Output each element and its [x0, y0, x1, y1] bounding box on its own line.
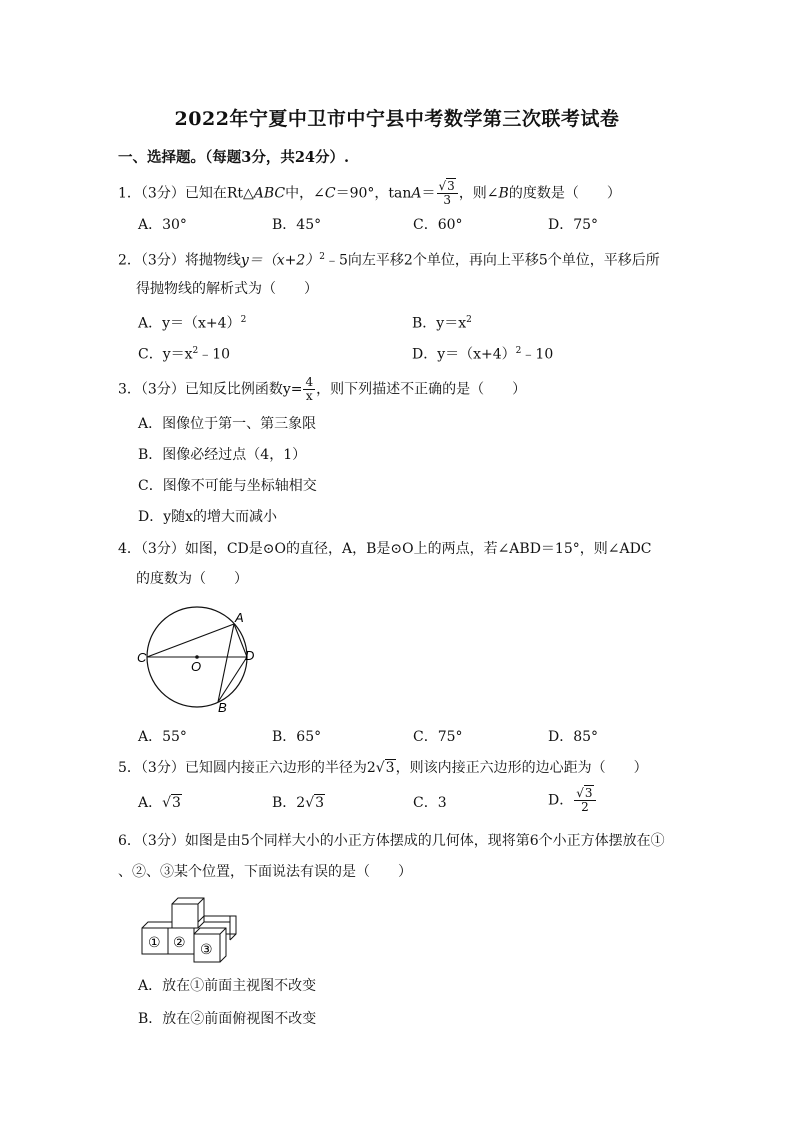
- label-c: C: [137, 650, 147, 665]
- question-6-stem-line1: 6．（3分）如图是由5个同样大小的小正方体摆成的几何体，现将第6个小正方体摆放在①: [118, 833, 665, 849]
- chord-ca: [147, 624, 234, 657]
- question-3-stem: 3．（3分）已知反比例函数y= $\frac{4}{x}$ ，则下列描述不正确的是（ ）: [118, 375, 527, 403]
- q2-option-d[interactable]: D．$y=(x+4)^2﹣10$: [412, 346, 554, 363]
- question-4-stem-line2: 的度数为（ ）: [136, 571, 248, 587]
- q5-option-d[interactable]: D． $\frac{√3}{2}$: [548, 787, 597, 814]
- q4-option-d[interactable]: D．85°: [548, 729, 599, 745]
- q5-option-a[interactable]: A．√3: [138, 795, 181, 811]
- question-6-stem-line2: 、②、③某个位置，下面说法有误的是（ ）: [118, 864, 412, 880]
- question-2-stem-line1: 2．（3分）将抛物线$y=(x+2)^2﹣5$向左平移2个单位，再向上平移5个单位，平移后所: [118, 252, 660, 269]
- q3-option-d[interactable]: D．y随x的增大而减小: [138, 509, 278, 525]
- q1-fraction: $\frac{√3}{3}$: [437, 180, 458, 207]
- q1-option-c[interactable]: C．60°: [413, 217, 463, 233]
- q6-option-a[interactable]: A．放在①前面主视图不改变: [138, 978, 317, 994]
- q2-option-b[interactable]: B．$y=x^2$: [412, 315, 472, 332]
- label-b: B: [218, 700, 227, 715]
- q1-option-d[interactable]: D．75°: [548, 217, 599, 233]
- q3-fraction: $\frac{4}{x}$: [305, 375, 314, 403]
- q4-option-a[interactable]: A．55°: [138, 729, 187, 745]
- question-5-stem: 5．（3分）已知圆内接正六边形的半径为2√3，则该内接正六边形的边心距为（ ）: [118, 760, 648, 776]
- question-4-stem-line1: 4．（3分）如图，CD是⊙O的直径，A，B是⊙O上的两点，若∠ABD＝15°，则∠ADC: [118, 541, 652, 557]
- section-heading: 一、选择题。（每题3分，共24分）.: [118, 149, 350, 166]
- label-a: A: [235, 610, 244, 625]
- cubes-figure: [140, 890, 250, 966]
- q5-option-b[interactable]: B．2√3: [272, 795, 325, 811]
- label-o: O: [191, 659, 202, 674]
- page-title: 2022年宁夏中卫市中宁县中考数学第三次联考试卷: [174, 108, 620, 130]
- question-2-stem-line2: 得抛物线的解析式为（ ）: [136, 281, 318, 297]
- cube-label-3: ③: [200, 942, 213, 958]
- q1-option-b[interactable]: B．45°: [272, 217, 322, 233]
- q4-option-b[interactable]: B．65°: [272, 729, 322, 745]
- q3-option-a[interactable]: A．图像位于第一、第三象限: [138, 416, 317, 432]
- q3-option-b[interactable]: B．图像必经过点（4，1）: [138, 447, 307, 463]
- label-d: D: [245, 648, 255, 663]
- q6-option-b[interactable]: B．放在②前面俯视图不改变: [138, 1011, 317, 1027]
- q3-option-c[interactable]: C．图像不可能与坐标轴相交: [138, 478, 317, 494]
- q2-option-a[interactable]: A．$y=(x+4)^2$: [138, 315, 247, 332]
- cube-label-2: ②: [173, 935, 186, 951]
- q2-option-c[interactable]: C．$y=x^2﹣10$: [138, 346, 231, 363]
- q4-option-c[interactable]: C．75°: [413, 729, 463, 745]
- question-1-stem: 1．（3分）已知在Rt△ABC中，∠C＝90°，tanA＝ $\frac{√3}{3}$ ，则∠B的度数是（ ）: [118, 179, 621, 207]
- circle-figure: [134, 600, 264, 716]
- q5-option-c[interactable]: C．3: [413, 795, 447, 811]
- cube-label-1: ①: [148, 935, 161, 951]
- q1-option-a[interactable]: A．30°: [138, 217, 187, 233]
